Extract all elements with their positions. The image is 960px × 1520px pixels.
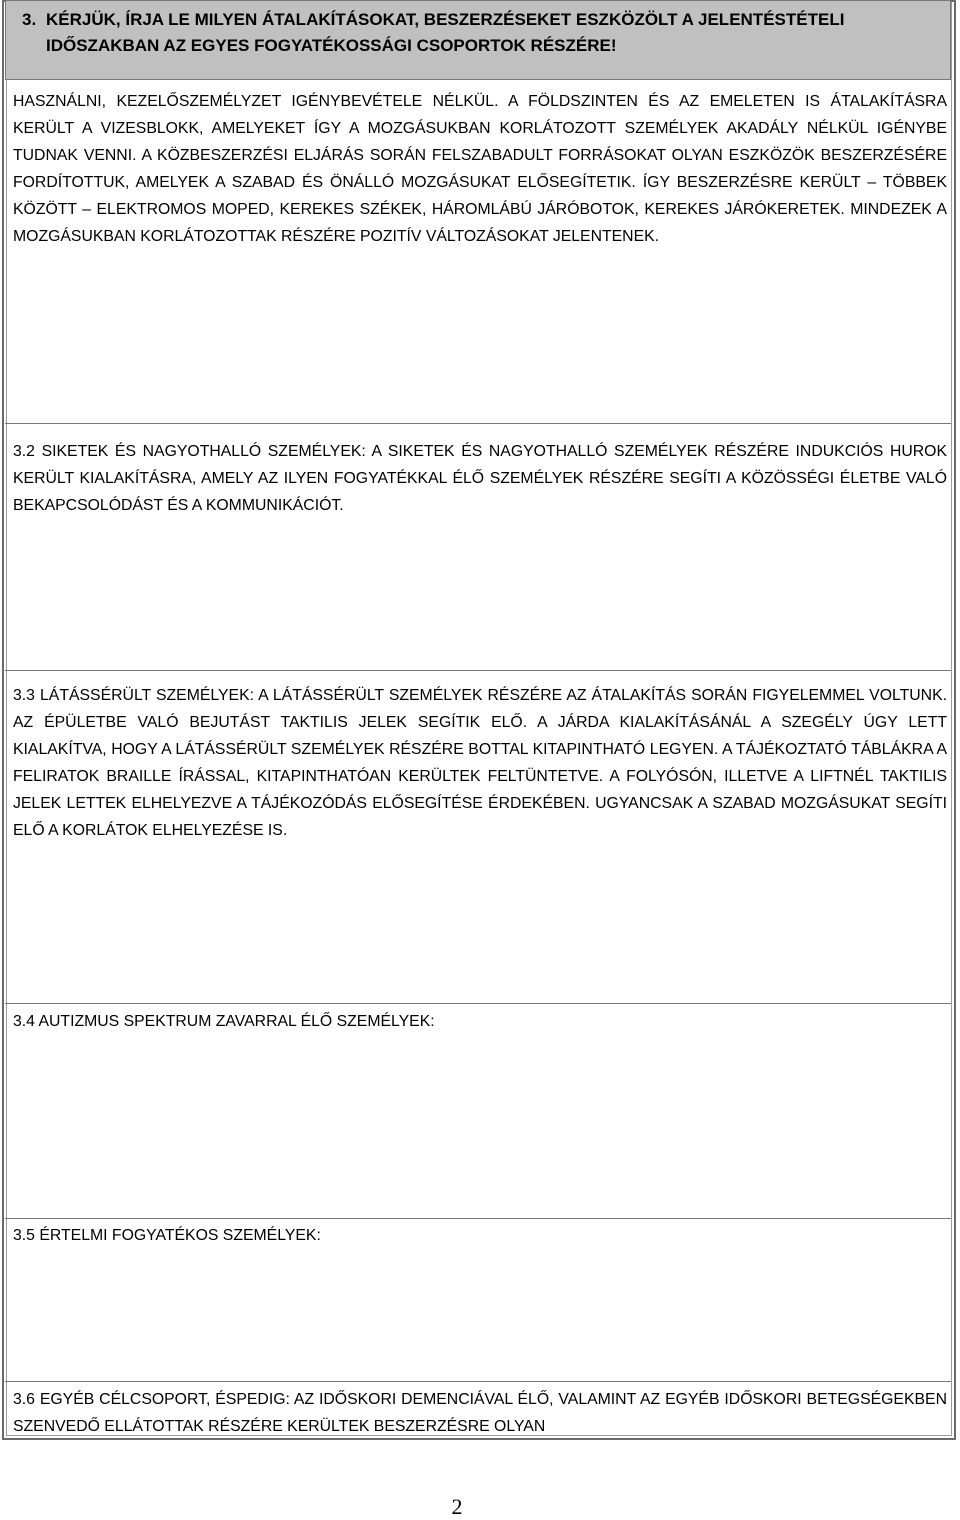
section-3-6 — [8, 1386, 952, 1440]
page-number: 2 — [451, 1494, 463, 1519]
section-3-1-text: HASZNÁLNI, KEZELŐSZEMÉLYZET IGÉNYBEVÉTELE NÉLKÜL. A FÖLDSZINTEN ÉS AZ EMELETEN IS ÁTALAKÍTÁSRA KERÜLT A VIZESBLOKK, AMELYEKET ÍGY A MOZGÁSUKBAN KORLÁTOZOTT SZEMÉLYEK AKADÁLY NÉLKÜL IGÉNYBE TUDNAK VENNI. A KÖZBESZERZÉSI ELJÁRÁS SORÁN FELSZABADULT FORRÁSOKAT OLYAN ESZKÖZÖK BESZERZÉSÉRE FORDÍTOTTUK, AMELYEK A SZABAD ÉS ÖNÁLLÓ MOZGÁSUKAT ELŐSEGÍTETIK. ÍGY BESZERZÉSRE KERÜLT – TÖBBEK KÖZÖTT – ELEKTROMOS MOPED, KEREKES SZÉKEK, HÁROMLÁBÚ JÁRÓBOTOK, KEREKES JÁRÓKERETEK. MINDEZEK A MOZGÁSUKBAN KORLÁTOZOTTAK RÉSZÉRE POZITÍV VÁLTOZÁSOKAT JELENTENEK. — [13, 93, 947, 245]
header-number: 3. — [22, 10, 37, 29]
section-3-4-text: 3.4 AUTIZMUS SPEKTRUM ZAVARRAL ÉLŐ SZEMÉLYEK: — [13, 1013, 435, 1030]
header-title: KÉRJÜK, ÍRJA LE MILYEN ÁTALAKÍTÁSOKAT, BESZERZÉSEKET ESZKÖZÖLT A JELENTÉSTÉTELI IDŐSZAKBAN AZ EGYES FOGYATÉKOSSÁGI CSOPORTOK RÉSZÉRE! — [46, 10, 845, 55]
section-3-2-text: 3.2 SIKETEK ÉS NAGYOTHALLÓ SZEMÉLYEK: A SIKETEK ÉS NAGYOTHALLÓ SZEMÉLYEK RÉSZÉRE INDUKCIÓS HUROK KERÜLT KIALAKÍTÁSRA, AMELY AZ ILYEN FOGYATÉKKAL ÉLŐ SZEMÉLYEK RÉSZÉRE SEGÍTI A KÖZÖSSÉGI ÉLETBE VALÓ BEKAPCSOLÓDÁST ÉS A KOMMUNIKÁCIÓT. — [13, 443, 947, 514]
section-3-5 — [8, 1222, 952, 1249]
section-header — [5, 0, 951, 80]
section-3-6-text: 3.6 EGYÉB CÉLCSOPORT, ÉSPEDIG: AZ IDŐSKORI DEMENCIÁVAL ÉLŐ, VALAMINT AZ EGYÉB IDŐSKORI BETEGSÉGEKBEN SZENVEDŐ ELLÁTOTTAK RÉSZÉRE KERÜLTEK BESZERZÉSRE OLYAN — [13, 1391, 947, 1435]
section-3-3 — [8, 682, 952, 844]
section-3-4 — [8, 1008, 952, 1035]
divider-3-6 — [5, 1381, 951, 1382]
divider-3-3 — [5, 670, 951, 671]
divider-3-2 — [5, 423, 951, 424]
divider-3-5 — [5, 1218, 951, 1219]
section-3-3-text: 3.3 LÁTÁSSÉRÜLT SZEMÉLYEK: A LÁTÁSSÉRÜLT SZEMÉLYEK RÉSZÉRE AZ ÁTALAKÍTÁS SORÁN FIGYELEMMEL VOLTUNK. AZ ÉPÜLETBE VALÓ BEJUTÁST TAKTILIS JELEK SEGÍTIK ELŐ. A JÁRDA KIALAKÍTÁSÁNÁL A SZEGÉLY ÚGY LETT KIALAKÍTVA, HOGY A LÁTÁSSÉRÜLT SZEMÉLYEK RÉSZÉRE BOTTAL KITAPINTHATÓ LEGYEN. A TÁJÉKOZTATÓ TÁBLÁKRA A FELIRATOK BRAILLE ÍRÁSSAL, KITAPINTHATÓAN KERÜLTEK FELTÜNTETVE. A FOLYÓSÓN, ILLETVE A LIFTNÉL TAKTILIS JELEK LETTEK ELHELYEZVE A TÁJÉKOZÓDÁS ELŐSEGÍTÉSE ÉRDEKÉBEN. UGYANCSAK A SZABAD MOZGÁSUKAT SEGÍTI ELŐ A KORLÁTOK ELHELYEZÉSE IS. — [13, 687, 947, 839]
section-3-2 — [8, 438, 952, 519]
section-3-5-text: 3.5 ÉRTELMI FOGYATÉKOS SZEMÉLYEK: — [13, 1227, 321, 1244]
divider-3-4 — [5, 1003, 951, 1004]
section-3-1 — [8, 88, 952, 250]
